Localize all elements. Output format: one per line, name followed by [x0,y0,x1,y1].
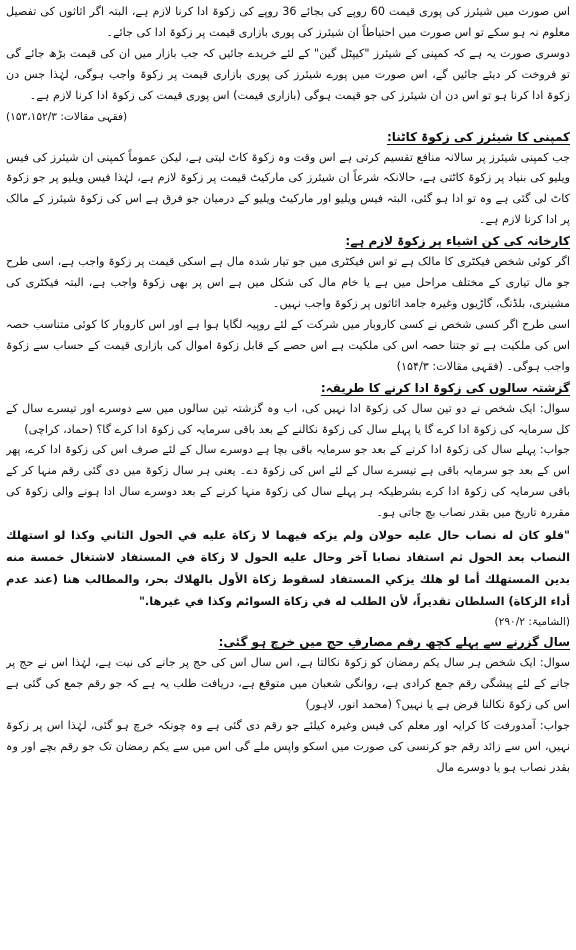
section-3-answer: جواب: پہلے سال کی زکوۃ ادا کرنے کے بعد جو سرمایہ باقی بچا ہے دوسرے سال کے لئے صرف اس کی زکوۃ ادا کرے، پھر اس کے بعد جو سرمایہ باقی ہے تیسرے سال کے لئے اس کی زکوۃ دے۔ یعنی ہر سال زکوۃ میں دی گئی رقم منہا کر کے باقی سرمایہ کی زکوۃ ادا کرے بشرطیکہ ہر پہلے سال کی زکوۃ منہا کرنے کے بعد دوسرے سال ادا ہونے والی زکوۃ کی مقررہ تاریخ میں بقدر نصاب بچ جاتی ہو۔ [6,443,570,520]
section-heading-2: کارخانہ کی کن اشیاء پر زکوۃ لازم ہے: [345,234,570,249]
section-2-body-2: اسی طرح اگر کسی شخص نے کسی کاروبار میں شرکت کے لئے روپیہ لگایا ہوا ہے اور اس کاروبار کا کوئی متناسب حصہ اس کی ملکیت ہے تو جتنا حصہ اس کی ملکیت ہے اس حصے کے قابل زکوۃ اموال کی بازاری قیمت کے حساب سے زکوۃ واجب ہوگی۔ (فقہی مقالات: ۱۵۴/۳) [6,317,570,373]
arabic-quote: "فلو كان له نصاب حال عليه حولان ولم يزكه فيهما لا زكاة عليه في الحول الثاني وكذا لو استهلك النصاب بعد الحول ثم استفاد نصابا آخر وحال عليه الحول لا زكاة في المستفاد لاشتغال خمسة منه بدين المستهلك أما لو هلك يزكي المستفاد لسقوط زكاة الأول بالهلاك بحر، والمطالب هنا (عند عدم أداء الزكاة) السلطان تقديراً، لأن الطلب له في زكاة السوائم وكذا في غيرها." [6,528,570,609]
section-4-answer: جواب: آمدورفت کا کرایہ اور معلم کی فیس وغیرہ کیلئے جو رقم دی گئی ہے وہ چونکہ خرچ ہو گئی، لہٰذا اس پر زکوۃ نہیں، اس سے زائد رقم جو کرنسی کی صورت میں اسکو واپس ملے گی اس میں سے یکم رمضان تک جو رقم بچے اور وہ بقدر نصاب ہو یا دوسرے مال [6,718,570,774]
section-3-question: سوال: ایک شخص نے دو تین سال کی زکوۃ ادا نہیں کی، اب وہ گزشتہ تین سالوں میں سے دوسرے اور تیسرے سال کے کل سرمایہ کی زکوۃ ادا کرے گا یا پہلے سال کی زکوۃ نکالنے کے بعد باقی سرمایہ کی زکوۃ ادا کرے گا؟ (حماد، کراچی) [6,401,570,436]
paragraph-2: دوسری صورت یہ ہے کہ کمپنی کے شیئرز "کیپٹل گین" کے لئے خریدے جائیں کہ جب بازار میں ان کی قیمت بڑھ جائے گی تو فروخت کر دیئے جائیں گے، اس صورت میں پورے شیئرز کی پوری بازاری قیمت پر زکوۃ واجب ہوگی، لہٰذا جس دن زکوۃ ادا کرنا ہو تو اس دن ان شیئرز کی جو قیمت ہوگی (بازاری قیمت) اس پوری قیمت کی زکوۃ ادا کرنا لازم ہے۔ [6,46,570,102]
section-2-body: اگر کوئی شخص فیکٹری کا مالک ہے تو اس فیکٹری میں جو تیار شدہ مال ہے اسکی قیمت پر زکوۃ واجب ہے، اسی طرح جو مال تیاری کے مختلف مراحل میں ہے یا خام مال کی شکل میں ہے اس پر بھی زکوۃ واجب ہے، البتہ فیکٹری کی مشینری، بلڈنگ، گاڑیوں وغیرہ جامد اثاثوں پر زکوۃ واجب نہیں۔ [6,255,570,310]
citation-2: (الشامیۃ: ۲۹۰/۲) [494,616,570,629]
section-4-question: سوال: ایک شخص ہر سال یکم رمضان کو زکوۃ نکالتا ہے، اس سال اس کی حج پر جانے کی نیت ہے، لہٰذا اس نے حج پر جانے کے لئے پیشگی رقم جمع کرادی ہے، روانگی شعبان میں متوقع ہے، دریافت طلب یہ ہے کہ جو رقم جمع کی گئی ہے اس کی زکوۃ نکالنا فرض ہے یا نہیں؟ (محمد انور، لاہور) [6,656,570,711]
document-page [6,2,570,948]
section-heading-1: کمپنی کا شیئرز کی زکوۃ کاٹنا: [386,129,570,144]
section-1-body: جب کمپنی شیئرز پر سالانہ منافع تقسیم کرتی ہے اس وقت وہ زکوۃ کاٹ لیتی ہے، لیکن عموماً کمپنی ان شیئرز کی فیس ویلیو کی بنیاد پر زکوۃ کاٹتی ہے، حالانکہ شرعاً ان شیئرز کی مارکیٹ قیمت پر زکوۃ لازم ہے، لہٰذا فیس ویلیو پر جو زکوۃ کاٹ لی گئی ہے وہ تو ادا ہو گئی، البتہ فیس ویلیو اور مارکیٹ ویلیو کے درمیان جو فرق ہے اس کی زکوۃ شیئرز کے مالک پر ادا کرنا لازم ہے۔ [6,150,570,227]
citation-1: (فقہی مقالات: ۱۵۳،۱۵۲/۳) [6,110,128,123]
section-heading-4: سال گزرنے سے پہلے کچھ رقم مصارفِ حج میں خرچ ہو گئی: [218,635,570,650]
section-heading-3: گزشتہ سالوں کی زکوۃ ادا کرنے کا طریقہ: [320,380,570,395]
paragraph-1: اس صورت میں شیئرز کی پوری قیمت 60 روپے کی بجائے 36 روپے کی زکوۃ ادا کرنا لازم ہے، البتہ اگر اثاثوں کی تفصیل معلوم نہ ہو سکے تو اس صورت میں احتیاطاً ان شیئرز کی پوری بازاری قیمت پر زکوۃ ادا کی جائے۔ [6,5,570,39]
